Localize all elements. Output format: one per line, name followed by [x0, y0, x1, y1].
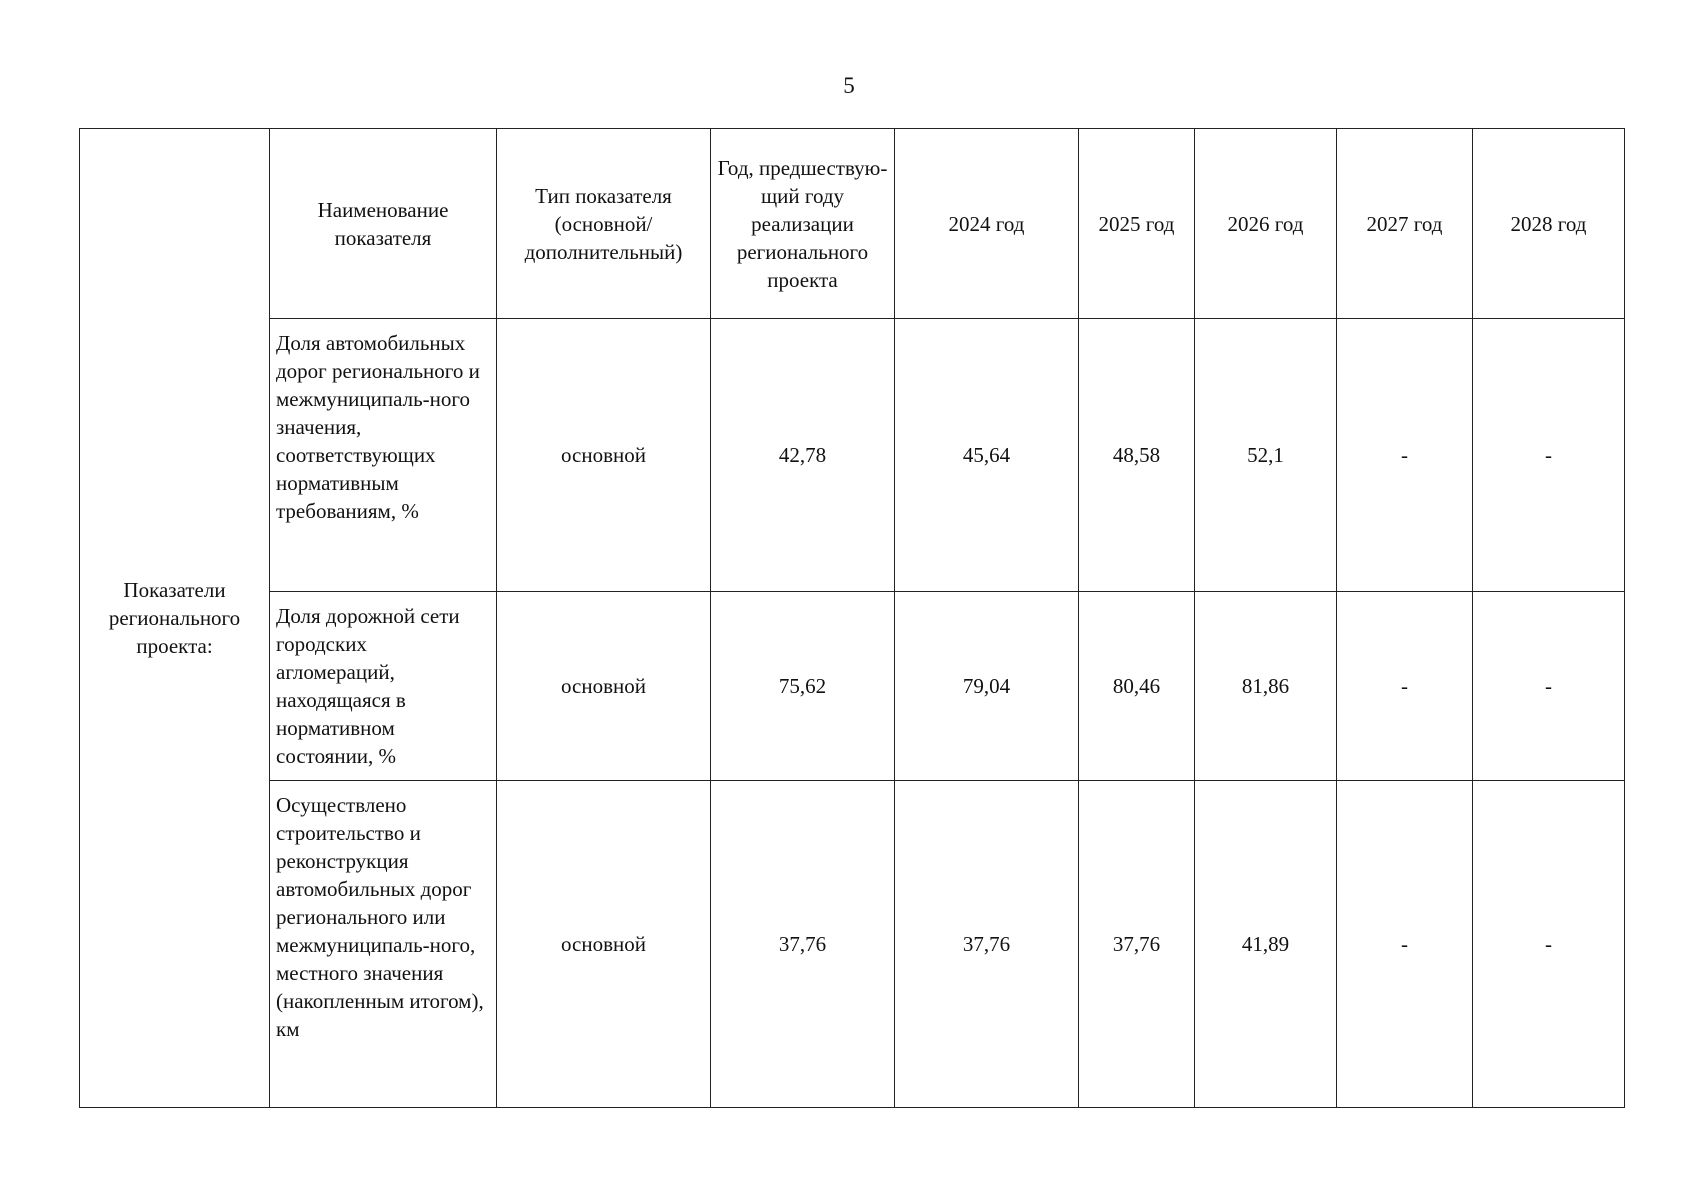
indicator-value-2026: 41,89 — [1195, 781, 1337, 1108]
header-2027: 2027 год — [1337, 129, 1473, 319]
header-2025: 2025 год — [1079, 129, 1195, 319]
table-row — [80, 781, 1625, 1108]
table-header-row — [80, 129, 1625, 319]
page-number: 5 — [843, 73, 855, 98]
indicator-value-2028: - — [1473, 592, 1625, 781]
indicator-name: Осуществлено строительство и реконструкция автомобильных дорог регионального или межмуниципаль-ного, местного значения (накопленным итогом), км — [270, 781, 497, 1108]
indicator-value-2025: 80,46 — [1079, 592, 1195, 781]
header-2028: 2028 год — [1473, 129, 1625, 319]
indicator-value-2024: 37,76 — [895, 781, 1079, 1108]
indicator-name: Доля дорожной сети городских агломераций, находящаяся в нормативном состоянии, % — [270, 592, 497, 781]
indicator-value-2024: 79,04 — [895, 592, 1079, 781]
indicators-table — [79, 128, 1625, 1108]
header-name: Наименование показателя — [270, 129, 497, 319]
indicator-value-2027: - — [1337, 781, 1473, 1108]
indicator-value-2026: 52,1 — [1195, 319, 1337, 592]
header-base-year: Год, предшествую-щий году реализации регионального проекта — [711, 129, 895, 319]
section-label-cell — [80, 129, 270, 1108]
indicator-name: Доля автомобильных дорог регионального и межмуниципаль-ного значения, соответствующих нормативным требованиям, % — [270, 319, 497, 592]
indicator-base-value: 37,76 — [711, 781, 895, 1108]
indicator-value-2024: 45,64 — [895, 319, 1079, 592]
indicator-base-value: 42,78 — [711, 319, 895, 592]
indicator-type: основной — [497, 781, 711, 1108]
indicator-value-2026: 81,86 — [1195, 592, 1337, 781]
indicator-base-value: 75,62 — [711, 592, 895, 781]
table-row — [80, 592, 1625, 781]
indicator-value-2027: - — [1337, 319, 1473, 592]
section-label: Показатели регионального проекта: — [108, 578, 241, 658]
indicator-value-2028: - — [1473, 781, 1625, 1108]
indicator-value-2027: - — [1337, 592, 1473, 781]
table-row — [80, 319, 1625, 592]
indicator-value-2025: 37,76 — [1079, 781, 1195, 1108]
header-2024: 2024 год — [895, 129, 1079, 319]
header-2026: 2026 год — [1195, 129, 1337, 319]
indicator-type: основной — [497, 592, 711, 781]
indicator-type: основной — [497, 319, 711, 592]
header-type: Тип показателя (основной/ дополнительный) — [497, 129, 711, 319]
indicator-value-2025: 48,58 — [1079, 319, 1195, 592]
indicator-value-2028: - — [1473, 319, 1625, 592]
